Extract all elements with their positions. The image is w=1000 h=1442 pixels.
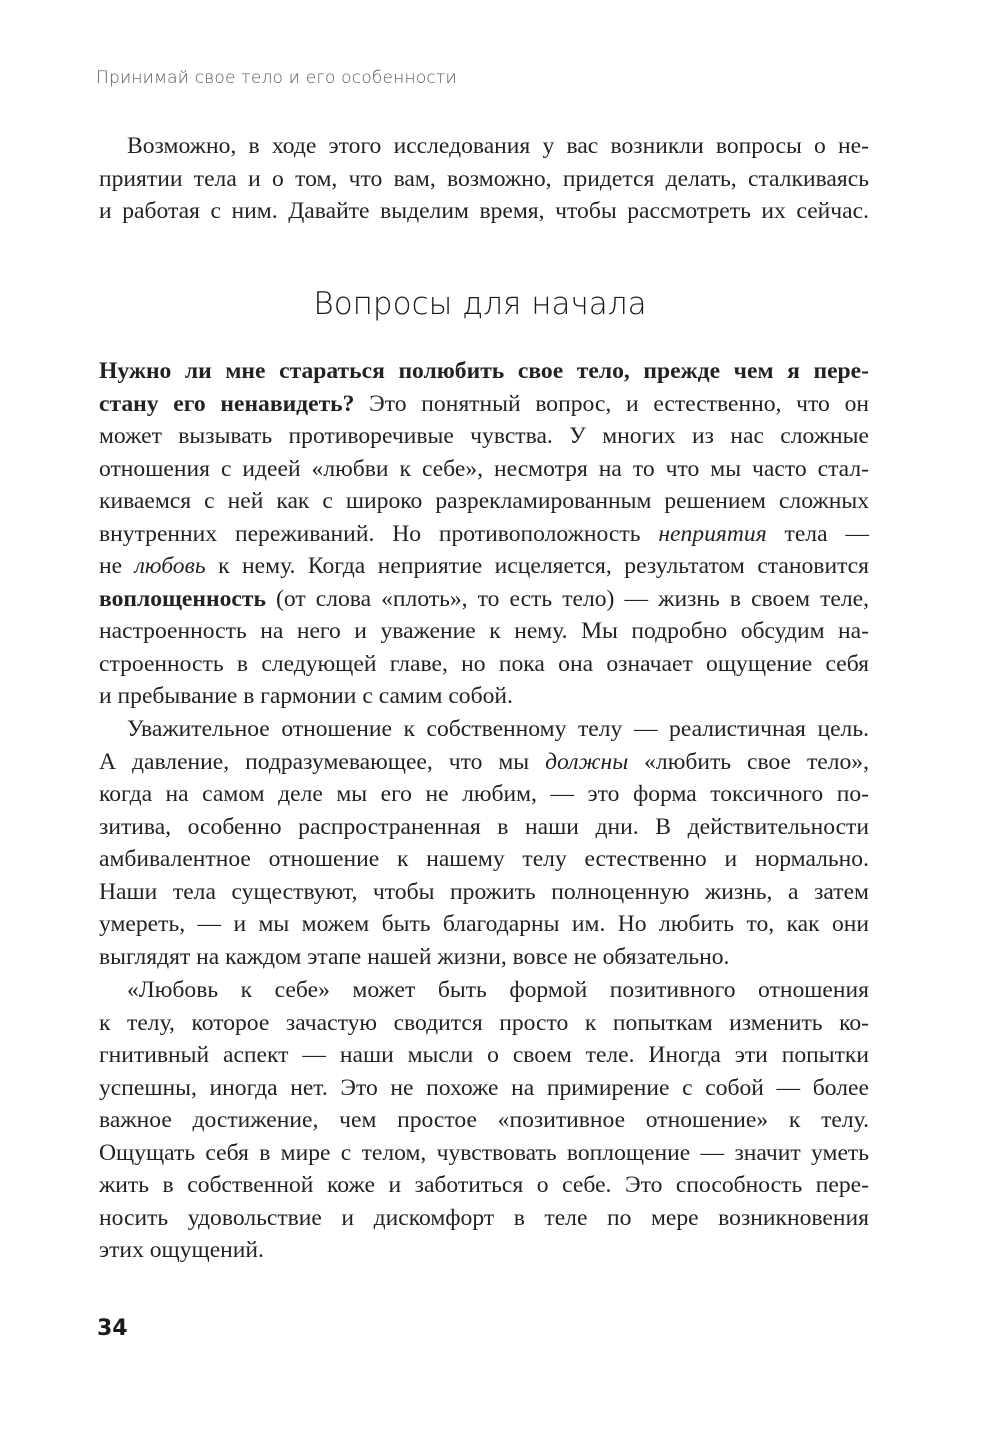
text-line: к телу, которое зачастую сводится просто к попыткам изменить ко- <box>99 1009 869 1036</box>
text-line: приятии тела и о том, что вам, возможно, придется делать, сталкиваясь <box>99 165 869 192</box>
text-line: Уважительное отношение к собственному телу — реалистичная цель. <box>127 716 869 742</box>
text-line: строенность в следующей главе, но пока она означает ощущение себя <box>99 650 869 677</box>
text-line <box>99 355 869 388</box>
text-line: амбивалентное отношение к нашему телу естественно и нормально. <box>99 846 869 872</box>
text-line: когда на самом деле мы его не любим, — это форма токсичного по- <box>99 781 869 807</box>
text-fragment: А давление, подразумевающее, что мы <box>99 748 546 775</box>
text-line <box>99 746 869 779</box>
text-line: и работая с ним. Давайте выделим время, чтобы рассмотреть их сейчас. <box>99 198 869 224</box>
section-heading: Вопросы для начала <box>313 286 647 322</box>
text-line: успешны, иногда нет. Это не похоже на примирение с собой — более <box>99 1074 869 1101</box>
text-line: носить удовольствие и дискомфорт в теле по мере возникновения <box>99 1204 869 1231</box>
text-line: Возможно, в ходе этого исследования у вас возникли вопросы о не- <box>127 133 869 159</box>
intro-paragraph <box>99 130 869 228</box>
text-line: умереть, — и мы можем быть благодарны им. Но любить то, как они <box>99 911 869 937</box>
text-line: выглядят на каждом этапе нашей жизни, вовсе не обязательно. <box>99 943 730 970</box>
text-line <box>99 518 869 551</box>
text-line: «Любовь к себе» может быть формой позитивного отношения <box>127 977 869 1003</box>
italic-term: любовь <box>134 553 206 579</box>
bold-question: Нужно ли мне стараться полюбить свое тело, прежде чем я пере- <box>99 358 869 384</box>
text-line: Наши тела существуют, чтобы прожить полноценную жизнь, а затем <box>99 878 869 905</box>
text-fragment: «любить свое тело», <box>628 748 869 775</box>
text-fragment: внутренних переживаний. Но противоположность <box>99 520 659 547</box>
text-line: важное достижение, чем простое «позитивное отношение» к телу. <box>99 1107 869 1133</box>
text-line: отношения с идеей «любви к себе», несмотря на то что мы часто стал- <box>99 455 869 482</box>
text-line: Ощущать себя в мире с телом, чувствовать воплощение — значит уметь <box>99 1139 869 1166</box>
italic-term: неприятия <box>658 520 767 547</box>
text-line: может вызывать противоречивые чувства. У многих из нас сложные <box>99 423 869 449</box>
bold-question: стану его ненавидеть? <box>99 390 355 417</box>
italic-term: должны <box>545 748 629 775</box>
text-line: этих ощущений. <box>99 1237 264 1263</box>
text-line: жить в собственной коже и заботиться о себе. Это способность пере- <box>99 1172 869 1198</box>
text-line <box>99 583 869 616</box>
text-line: зитива, особенно распространенная в наши дни. В действительности <box>99 813 869 840</box>
text-fragment: Это понятный вопрос, и естественно, что он <box>354 390 869 417</box>
paragraph-3 <box>99 974 869 1267</box>
text-line <box>99 550 869 583</box>
text-fragment: тела — <box>766 520 870 547</box>
text-line: киваемся с ней как с широко разрекламированным решением сложных <box>99 488 869 514</box>
paragraph-1 <box>99 355 869 713</box>
text-line <box>99 388 869 421</box>
text-fragment: к нему. Когда неприятие исцеляется, результатом становится <box>205 553 869 579</box>
text-line: и пребывание в гармонии с самим собой. <box>99 683 513 709</box>
bold-term: воплощенность <box>99 585 266 612</box>
paragraph-2 <box>99 713 869 973</box>
text-line: гнитивный аспект — наши мысли о своем теле. Иногда эти попытки <box>99 1042 869 1068</box>
running-head: Принимай свое тело и его особенности <box>96 68 457 88</box>
text-fragment: (от слова «плоть», то есть тело) — жизнь в своем теле, <box>265 585 869 612</box>
text-fragment: не <box>99 553 135 579</box>
text-line: настроенность на него и уважение к нему. Мы подробно обсудим на- <box>99 618 869 644</box>
page-number: 34 <box>97 1316 128 1341</box>
